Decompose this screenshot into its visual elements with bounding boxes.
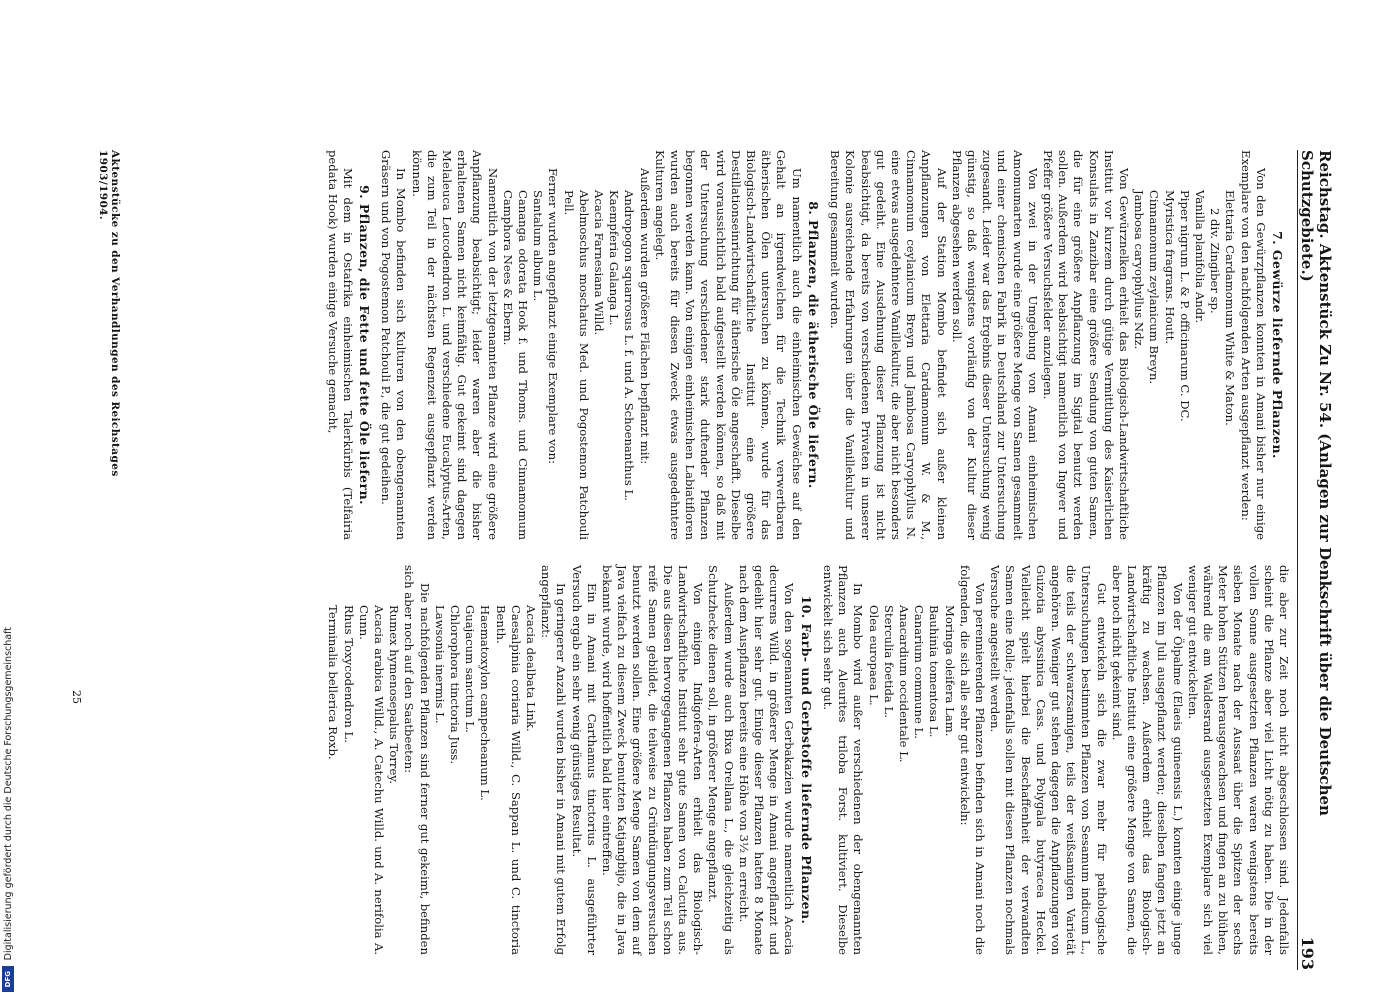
list-item: Kaempferia Galanga L. — [607, 190, 622, 326]
paragraph: Namentlich von der letztgenannten Pflanze wird eine größere Anpflanzung beabsichtigt; leider waren aber die bisher erhaltenen Samen nicht keimfähig. Gut gekeimt sind dagegen Melaleuca Leucodendron L. und verschiedene Eucalyptus-Arten, die zum Teil in der nächsten Regenzeit ausgepflanzt werden können. — [409, 150, 500, 540]
species-list — [560, 150, 636, 540]
paragraph: Von der Ölpalme (Elaeis guineensis L.) konnten einige junge Pflanzen im Juli ausgepflanzt werden; dieselben fangen jetzt an kräftig zu wachsen. Außerdem erhielt das Biologisch-Landwirtschaftliche Institut eine größere Menge von Samen, die aber noch nicht gekeimt sind. — [1109, 565, 1185, 955]
list-item: Piper nigrum L. & P. officinarum C. DC. — [1177, 190, 1192, 422]
list-item: Guajacum sanctum L. — [463, 605, 478, 733]
paragraph: die aber zur Zeit noch nicht abgeschlossen sind. Jedenfalls scheint die Pflanze aber viel Licht nötig zu haben. Die in der vollen Sonne ausgesetzten Pflanzen waren wenigstens bereits sieben Monate nach der Aussaat über die Spitzen der sechs Meter hohen Stützen herausgewachsen und fingen an zu blühen, während die am Waldesrand ausgesetzten Exemplare sich viel weniger gut entwickelten. — [1185, 565, 1291, 955]
paragraph: Von den sogenannten Gerbakazien wurde namentlich Acacia decurrens Willd. in größerer Menge in Amani angepflanzt und gedeiht hier sehr gut. Einige dieser Pflanzen hatten 8 Monate nach dem Auspflanzen bereits eine Höhe von 3½ m erreicht. — [736, 565, 797, 955]
list-item: Caesalpinia coriaria Willd., C. Sappan L. und C. tinctoria Benth. — [493, 605, 523, 955]
digitization-note: Digitalisierung gefördert durch die Deutsche Forschungsgemeinschaft — [2, 626, 14, 960]
list-item: Abelmoschus moschatus Med. und Pogostemon Patchouli Pell. — [561, 190, 591, 540]
paragraph: Gut entwickeln sich die zwar mehr für pathologische Untersuchungen bestimmten Pflanzen von Sesamum indicum L., die teils der schwarzsamigen, teils der weißsamigen Varietät angehören. Weniger gut stehen dagegen die Anpflanzungen von Guizotia abyssinica Cass. und Polygala butyracea Heckel. Vielleicht spielt hierbei die Beschaffenheit der verwandten Samen eine Rolle; jedenfalls sollen mit diesen Pflanzen nochmals Versuche angestellt werden. — [988, 565, 1109, 955]
list-item: Acacia Farnesiana Willd. — [592, 190, 607, 336]
list-item: Cananga odorata Hook f. und Thoms. und Cinnamomum Camphora Nees & Eberm. — [500, 190, 531, 540]
page-number: 193 — [1298, 936, 1317, 970]
folio-number: 25 — [70, 690, 83, 704]
section-heading: 9. Pflanzen, die Fette und fette Öle liefern. — [357, 185, 373, 505]
footer-note: Aktenstücke zu den Verhandlungen des Reichstages 1903/1904. — [97, 150, 121, 477]
paragraph: Von zwei in der Umgebung von Amani einheimischen Amomumarten wurde eine größere Menge von Samen gesammelt und einer chemischen Fabrik in Deutschland zur Untersuchung zugesandt. Leider war das Ergebnis dieser Untersuchung wenig günstig, so daß wenigstens vorläufig von der Kultur dieser Pflanzen abgesehen werden soll. — [949, 150, 1040, 540]
paragraph: Auf der Station Mombo befindet sich außer kleinen Anpflanzungen von Elettaria Cardamomum W. & M., Cinnamomum ceylanicum Breyn und Jambosa Caryophyllus N. eine etwas ausgedehntere Vanillekultur, die aber nicht besonders gut gedeiht. Eine Ausdehnung dieser Pflanzung ist nicht beabsichtigt, da bereits von verschiedenen Privaten in unserer Kolonie ausreichende Erfahrungen über die Vanillekultur und Bereitung gesammelt wurden. — [828, 150, 949, 540]
species-list — [500, 150, 546, 540]
paragraph: In Mombo wird außer verschiedenen der obengenannten Pflanzen auch Aleurites triloba Forst. kultiviert. Dieselbe entwickelt sich sehr gut. — [820, 565, 866, 955]
paragraph: In Mombo befinden sich Kulturen von den obengenannten Gräsern und von Pogostemon Patchouli P., die gut gedeihen. — [379, 150, 409, 540]
dfg-logo-icon: DFG — [2, 966, 14, 992]
list-item: Moringa oleifera Lam. — [942, 605, 957, 737]
section-heading: 7. Gewürze liefernde Pflanzen. — [1270, 231, 1285, 459]
list-item: Canarium commune L. — [912, 605, 927, 739]
paragraph: Von Gewürznelken erhielt das Biologisch-Landwirtschaftliche Institut vor kurzem durch gütige Vermittlung des Kaiserlichen Konsulats in Zanzibar eine größere Sendung von guten Samen, die für eine größere Anpflanzung im Sigital benutzt werden sollen. Außerdem wird beabsichtigt namentlich von Ingwer und Pfeffer größere Versuchsfelder anzulegen. — [1040, 150, 1131, 540]
running-header — [1297, 150, 1334, 970]
paragraph: Mit dem in Ostafrika einheimischen Talerkürbis (Telfairia pedata Hook) wurden einige Versuche gemacht, — [325, 150, 355, 540]
paragraph: Außerdem wurden größere Flächen bepflanzt mit: — [637, 168, 652, 465]
section-heading: 10. Farb- und Gerbstoffe liefernde Pflanzen. — [798, 595, 814, 925]
list-item: Anacardium occidentale L. — [896, 605, 911, 763]
paragraph: Ferner wurden angepflanzt einige Exemplare von: — [546, 168, 561, 464]
list-item: 2 div. Zingiber sp. — [1208, 208, 1223, 314]
species-list — [325, 565, 401, 955]
list-item: Cinnamomum zeylanicum Breyn. — [1147, 190, 1162, 385]
list-item: Elettaria Cardamomum White & Maton. — [1223, 190, 1238, 426]
paragraph: Von perennierenden Pflanzen befinden sich in Amani noch die folgenden, die sich alle sehr gut entwickeln: — [957, 565, 987, 955]
digitization-strip — [0, 0, 16, 1000]
list-item: Andropogon squarrosus L. f. und A. Schoenanthus L. — [622, 190, 637, 501]
paragraph: Von einigen Indigofera-Arten erhielt das Biologisch-Landwirtschaftliche Institut sehr gute Samen von Calcutta aus. Die aus diesen hervorgegangenen Pflanzen haben zum Teil schon reife Samen gebildet, die teilweise zu Gründüngungsversuchen benutzt werden sollen. Eine größere Menge Samen von dem auf Java vielfach zu diesem Zweck benutzten Katjangbijo, die in Java bekannt wurde, wird hoffentlich bald hier eintreffen. — [600, 565, 706, 955]
header-title: Reichstag. Aktenstück Zu Nr. 54. (Anlagen zur Denkschrift über die Deutschen Schutzgebiete.) — [1298, 150, 1334, 816]
left-column — [324, 150, 1291, 540]
paragraph: Von den Gewürzpflanzen konnten in Amani bisher nur einige Exemplare von den nachfolgenden Arten ausgepflanzt werden: — [1238, 150, 1268, 540]
paragraph: In geringerer Anzahl wurden bisher in Amani mit gutem Erfolg angepflanzt: — [539, 565, 569, 955]
list-item: Rumex hymenosepalus Torrey. — [387, 605, 402, 784]
species-list — [865, 565, 956, 955]
paragraph: Um namentlich auch die einheimischen Gewächse auf den Gehalt an irgendwelchen für die Technik verwertbaren ätherischen Ölen untersuchen zu können, wurde für das Biologisch-Landwirtschaftliche Institut eine größere Destillationseinrichtung für ätherische Öle angeschafft. Dieselbe wird voraussichtlich bald aufgestellt werden können, so daß mit der Untersuchung verschiedener stark duftender Pflanzen begonnen werden kann. Von einigen einheimischen Labiatifloren wurden auch bereits für diesen Zweck etwas ausgedehntere Kulturen angelegt. — [652, 150, 804, 540]
list-item: Olea europaea L. — [866, 605, 881, 706]
section-heading: 8. Pflanzen, die ätherische Öle liefern. — [805, 201, 821, 489]
list-item: Haematoxylon campecheanum L. — [478, 605, 493, 801]
list-item: Vanilla planifolia Andr. — [1192, 190, 1207, 324]
right-column — [325, 565, 1291, 955]
list-item: Chlorophora tinctoria Juss. — [448, 605, 463, 765]
list-item: Myristica fragrans. Houtt. — [1162, 190, 1177, 345]
paragraph: Ein in Amani mit Carthamus tinctorius L. ausgeführter Versuch ergab ein sehr wenig günstiges Resultat. — [569, 565, 599, 955]
list-item: Lawsonia inermis L. — [432, 605, 447, 724]
list-item: Rhus Toxycodendron L. — [341, 605, 356, 743]
list-item: Acacia dealbata Link. — [524, 605, 539, 732]
paragraph: Die nachfolgenden Pflanzen sind ferner gut gekeimt, befinden sich aber noch auf den Saatbeeten: — [402, 565, 432, 955]
list-item: Acacia arabica Willd., A. Catechu Willd. und A. nerifolia A. Cunn. — [356, 605, 387, 955]
species-list — [432, 565, 538, 955]
list-item: Sterculia foetida L. — [881, 605, 896, 718]
list-item: Santalum album L. — [531, 190, 546, 302]
list-item: Bauhinia tomentosa L. — [927, 605, 942, 738]
list-item: Jambosa caryophyllus Ndz. — [1132, 190, 1147, 350]
species-list — [1131, 150, 1237, 540]
paragraph: Außerdem wurde auch Bixa Orellana L., die gleichzeitig als Schutzhecke dienen soll, in größerer Menge angepflanzt. — [706, 565, 736, 955]
list-item: Terminalia bellerica Roxb. — [326, 605, 341, 760]
